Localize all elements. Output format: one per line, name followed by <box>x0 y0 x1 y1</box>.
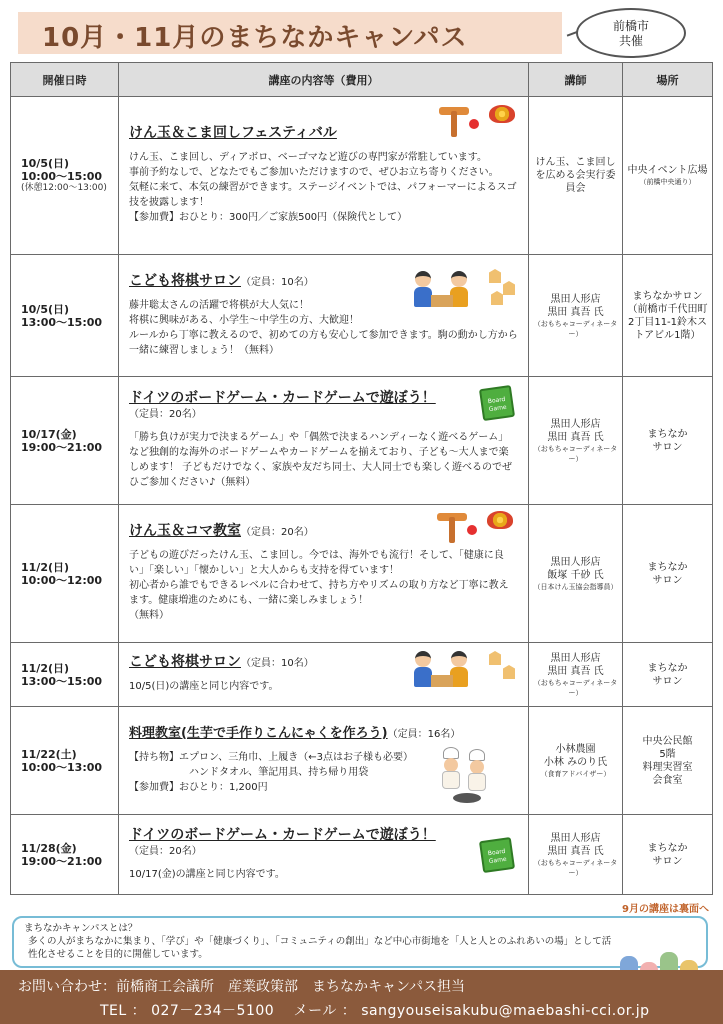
date: 10/17(金) <box>21 427 77 441</box>
lecturer: 黒田人形店 飯塚 千砂 氏 <box>547 556 604 581</box>
lecturer: 黒田人形店 黒田 真吾 氏 <box>547 652 604 677</box>
date-cell <box>11 505 119 643</box>
place: 中央イベント広場 <box>627 165 708 176</box>
time-note: (休憩12:00～13:00) <box>21 183 107 193</box>
contact-info: お問い合わせ：前橋商工会議所 産業政策部 まちなかキャンパス担当 <box>18 979 466 995</box>
about-box <box>12 916 708 968</box>
course-title: けん玉＆こま回しフェスティバル <box>129 125 337 141</box>
date-cell <box>11 97 119 255</box>
header-lecturer: 講師 <box>529 63 623 97</box>
place-cell <box>623 377 713 505</box>
course-capacity: （定員：16名） <box>387 729 461 740</box>
place-cell <box>623 255 713 377</box>
content-cell <box>119 815 529 895</box>
time: 10:00～13:00 <box>21 760 103 774</box>
time: 19:00～21:00 <box>21 440 103 454</box>
course-text: 初心者から誰でもできるレベルに合わせて、持ち方やリズムの取り方など丁寧に教えます。健康増進のためにも、一緒に楽しみましょう！ <box>129 580 509 606</box>
date-cell <box>11 815 119 895</box>
date-cell <box>11 707 119 815</box>
place: 中央公民館 5階 料理実習室 会食室 <box>642 735 693 786</box>
course-text: 藤井聡太さんの活躍で将棋が大人気に！ <box>129 299 309 311</box>
header-place: 場所 <box>623 63 713 97</box>
time: 13:00～15:00 <box>21 674 103 688</box>
place-cell <box>623 643 713 707</box>
date: 10/5(日) <box>21 157 70 170</box>
lecturer: 黒田人形店 黒田 真吾 氏 <box>547 418 604 443</box>
organizer-speech-bubble <box>576 8 686 58</box>
course-text: 【参加費】おひとり：1,200円 <box>129 782 268 793</box>
spinning-top-icon <box>487 511 513 529</box>
time: 10:00～15:00 <box>21 170 103 183</box>
course-capacity: （定員：20名） <box>241 527 314 538</box>
place-cell <box>623 505 713 643</box>
table-row <box>11 707 713 815</box>
shogi-piece-icon <box>489 651 501 665</box>
organizer-line2: 共催 <box>618 34 643 48</box>
kendama-icon <box>437 509 481 545</box>
course-title: こども将棋サロン <box>129 654 241 670</box>
lecturer-note: （日本けん玉協会指導員） <box>533 582 618 591</box>
date: 11/2(日) <box>21 560 70 574</box>
course-text: 気軽に来て、本気の練習ができます。ステージイベントでは、パフォーマーによるスゴ技を披露します！ <box>129 182 517 208</box>
lecturer-note: （おもちゃコーディネーター） <box>533 858 618 877</box>
footer-contact-bar <box>0 970 723 1024</box>
place-cell <box>623 97 713 255</box>
date: 11/2(日) <box>21 661 70 675</box>
course-text: 子どもの遊びだったけん玉、こま回し。今では、海外でも流行！そして、「健康に良い」「楽しい」「懐かしい」と大人からも支持を得ています！ <box>129 550 504 576</box>
place: まちなかサロン （前橋市千代田町2丁目11-1鈴木ストアビル1階） <box>627 290 708 341</box>
date-cell <box>11 643 119 707</box>
content-cell <box>119 255 529 377</box>
kids-playing-shogi-icon <box>409 271 479 311</box>
place: まちなか サロン <box>647 561 688 586</box>
kendama-icon <box>439 103 483 139</box>
page-title: 10月・11月のまちなかキャンパス <box>42 23 468 53</box>
table-row <box>11 97 713 255</box>
course-title: ドイツのボードゲーム・カードゲームで遊ぼう！ <box>129 390 436 406</box>
back-page-note: 9月の講座は裏面へ <box>622 904 709 915</box>
about-text: 多くの人がまちなかに集まり、「学び」や「健康づくり」、「コミュニティの創出」など中心市街地を「人と人とのふれあいの場」として活性化させることを目的に開催しています。 <box>28 936 612 960</box>
kids-cooking-icon <box>439 747 509 807</box>
lecturer-cell <box>529 643 623 707</box>
schedule-table <box>10 62 713 895</box>
lecturer-note: （おもちゃコーディネーター） <box>533 678 618 697</box>
course-text: 【参加費】おひとり：300円／ご家族500円（保険代として） <box>129 212 408 223</box>
course-text: ルールから丁寧に教えるので、初めての方も安心して参加できます。駒の動かし方から一緒に練習しましょう！（無料） <box>129 329 518 356</box>
course-capacity: （定員：20名） <box>129 845 202 857</box>
time: 10:00～12:00 <box>21 573 103 587</box>
course-capacity: （定員：20名） <box>129 409 202 420</box>
lecturer: 小林農園 小林 みのり氏 <box>543 743 608 768</box>
lecturer-note: （おもちゃコーディネーター） <box>533 319 618 338</box>
place-cell <box>623 707 713 815</box>
table-row <box>11 255 713 377</box>
table-row <box>11 505 713 643</box>
date-cell <box>11 377 119 505</box>
lecturer-cell <box>529 97 623 255</box>
organizer-line1: 前橋市 <box>612 19 649 33</box>
course-text: 事前予約なしで、どなたでもご参加いただけますので、ぜひお立ち寄りください。 <box>129 167 499 178</box>
lecturer-note: （食育アドバイザー） <box>540 769 611 778</box>
place-note: （前橋中央通り） <box>639 178 696 186</box>
board-game-box-icon: Board Game <box>479 837 515 873</box>
content-cell <box>119 377 529 505</box>
table-row <box>11 815 713 895</box>
header-date: 開催日時 <box>11 63 119 97</box>
table-header-row <box>11 63 713 97</box>
table-row <box>11 377 713 505</box>
lecturer: けん玉、こま回しを広める会実行委員会 <box>535 157 616 194</box>
course-title: けん玉＆コマ教室 <box>129 523 241 539</box>
place-cell <box>623 815 713 895</box>
course-capacity: （定員：10名） <box>241 276 314 288</box>
course-text: 「勝ち負けが実力で決まるゲーム」や「偶然で決まるハンディーなく遊べるゲーム」など独創的な海外のボードゲームやカードゲームを揃えており、子ども～大人まで楽しめます！ 子どもだけでなく、家族や友だち同士、大人同士でも楽しく遊べるのでぜひご参加ください♪（無料） <box>129 432 512 488</box>
lecturer-cell <box>529 255 623 377</box>
lecturer-cell <box>529 815 623 895</box>
date: 10/5(日) <box>21 302 70 316</box>
tel-email: TEL ： 027－234－5100 メール ： sangyouseisakubu@maebashi-cci.or.jp <box>100 1003 650 1019</box>
course-text: けん玉、こま回し、ディアボロ、ベーゴマなど遊びの専門家が常駐しています。 <box>129 152 487 163</box>
date-cell <box>11 255 119 377</box>
kids-playing-shogi-icon <box>409 651 479 691</box>
content-cell <box>119 643 529 707</box>
header <box>8 6 716 64</box>
course-text: 【持ち物】エプロン、三角巾、上履き（←3点はお子様も必要） <box>129 752 413 763</box>
course-text: 10/17(金)の講座と同じ内容です。 <box>129 868 285 880</box>
shogi-piece-icon <box>489 269 501 283</box>
course-text: （無料） <box>129 610 169 621</box>
place: まちなか サロン <box>647 842 688 867</box>
course-title: こども将棋サロン <box>129 272 241 289</box>
course-title: ドイツのボードゲーム・カードゲームで遊ぼう！ <box>129 826 436 843</box>
spinning-top-icon <box>489 105 515 123</box>
course-title: 料理教室(生芋で手作りこんにゃくを作ろう) <box>129 726 388 741</box>
shogi-piece-icon <box>491 291 503 305</box>
about-heading: まちなかキャンパスとは？ <box>24 923 138 934</box>
date: 11/28(金) <box>21 841 77 855</box>
lecturer-cell <box>529 377 623 505</box>
header-content: 講座の内容等（費用） <box>119 63 529 97</box>
time: 13:00～15:00 <box>21 315 103 329</box>
course-text: ハンドタオル、筆記用具、持ち帰り用袋 <box>129 767 369 778</box>
lecturer-note: （おもちゃコーディネーター） <box>533 444 618 463</box>
lecturer-cell <box>529 505 623 643</box>
date: 11/22(土) <box>21 747 77 761</box>
course-capacity: （定員：10名） <box>241 658 314 669</box>
lecturer-cell <box>529 707 623 815</box>
board-game-box-icon: Board Game <box>479 385 515 421</box>
content-cell <box>119 505 529 643</box>
table-row <box>11 643 713 707</box>
lecturer: 黒田人形店 黒田 真吾 氏 <box>547 293 604 318</box>
time: 19:00～21:00 <box>21 854 103 868</box>
course-text: 将棋に興味がある、小学生～中学生の方、大歓迎！ <box>129 314 359 326</box>
place: まちなか サロン <box>647 428 688 453</box>
content-cell <box>119 707 529 815</box>
lecturer: 黒田人形店 黒田 真吾 氏 <box>547 832 604 857</box>
course-text: 10/5(日)の講座と同じ内容です。 <box>129 681 279 692</box>
content-cell <box>119 97 529 255</box>
place: まちなか サロン <box>647 662 688 687</box>
